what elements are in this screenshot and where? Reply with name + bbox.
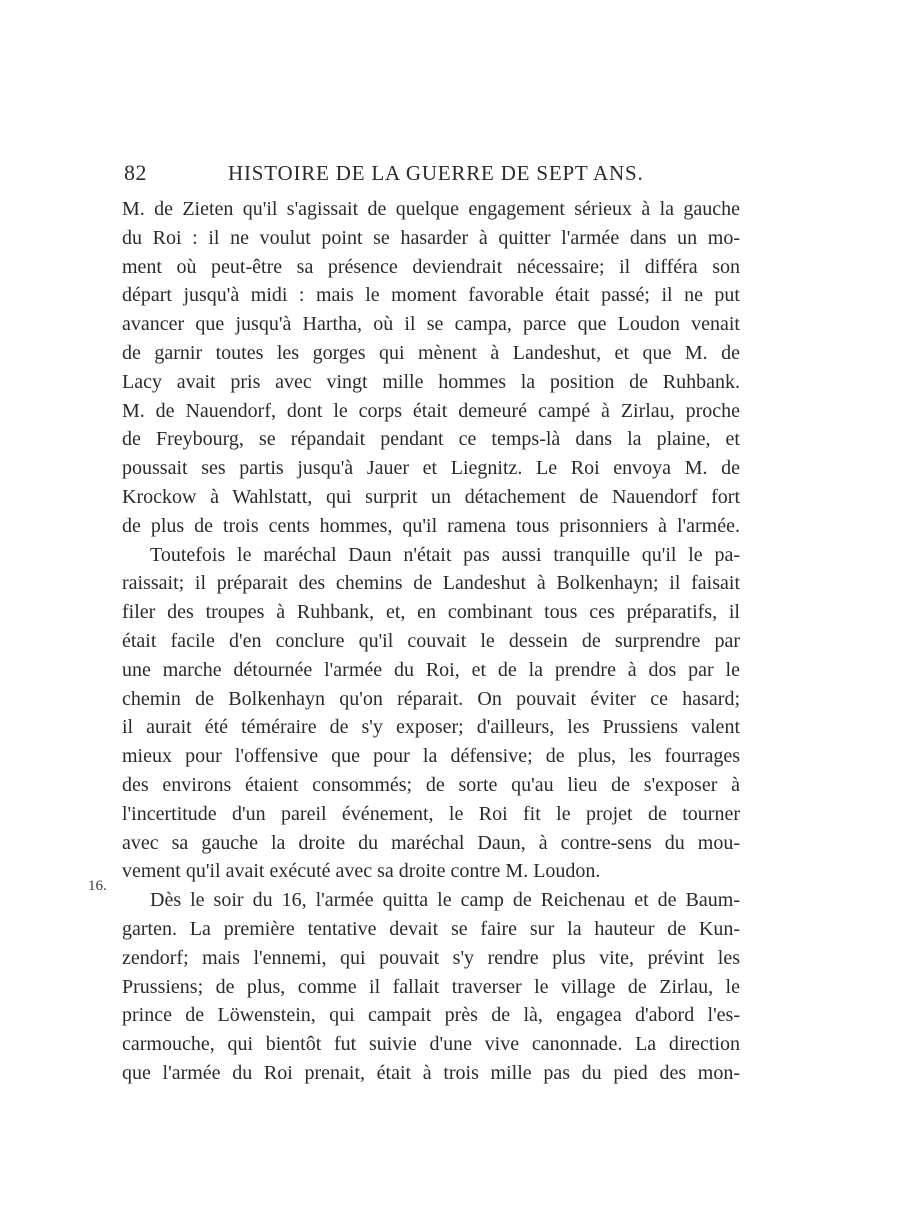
paragraph [122,195,740,541]
text-line: poussait ses partis jusqu'à Jauer et Liegnitz. Le Roi envoya M. de [122,457,740,480]
text-line: que l'armée du Roi prenait, était à trois mille pas du pied des mon- [122,1061,740,1084]
text-line: carmouche, qui bientôt fut suivie d'une vive canonnade. La direction [122,1033,740,1056]
text-line: de garnir toutes les gorges qui mènent à Landeshut, et que M. de [122,341,740,364]
text-line: prince de Löwenstein, qui campait près de là, engagea d'abord l'es- [122,1004,740,1027]
running-title: HISTOIRE DE LA GUERRE DE SEPT ANS. [228,161,644,185]
text-line: avancer que jusqu'à Hartha, où il se campa, parce que Loudon venait [122,313,740,336]
text-line: mieux pour l'offensive que pour la défensive; de plus, les fourrages [122,745,740,768]
text-line: départ jusqu'à midi : mais le moment favorable était passé; il ne put [122,284,740,307]
text-line: ment où peut-être sa présence deviendrait nécessaire; il différa son [122,255,740,278]
paragraph [122,886,740,1088]
text-line: Toutefois le maréchal Daun n'était pas aussi tranquille qu'il le pa- [150,543,740,566]
text-line: Krockow à Wahlstatt, qui surprit un détachement de Nauendorf fort [122,485,740,508]
text-line: chemin de Bolkenhayn qu'on réparait. On pouvait éviter ce hasard; [122,687,740,710]
text-line: des environs étaient consommés; de sorte qu'au lieu de s'exposer à [122,773,740,796]
text-line: M. de Zieten qu'il s'agissait de quelque engagement sérieux à la gauche [122,198,740,220]
page-number: 82 [124,160,147,185]
text-line: vement qu'il avait exécuté avec sa droite contre M. Loudon. [122,860,601,883]
text-line: du Roi : il ne voulut point se hasarder à quitter l'armée dans un mo- [122,226,740,249]
text-line: raissait; il préparait des chemins de Landeshut à Bolkenhayn; il faisait [122,572,740,595]
text-line: avec sa gauche la droite du maréchal Daun, à contre-sens du mou- [122,831,740,854]
paragraph [122,541,740,887]
running-header [120,156,740,190]
text-line: zendorf; mais l'ennemi, qui pouvait s'y rendre plus vite, prévint les [122,946,740,969]
text-line: de Freybourg, se répandait pendant ce temps-là dans la plaine, et [122,428,740,451]
margin-date-note: 16. [88,878,107,894]
text-line: une marche détournée l'armée du Roi, et de la prendre à dos par le [122,658,740,681]
text-line: il aurait été téméraire de s'y exposer; d'ailleurs, les Prussiens valent [122,716,740,739]
text-line: était facile d'en conclure qu'il couvait le dessein de surprendre par [122,629,740,652]
text-line: Dès le soir du 16, l'armée quitta le camp de Reichenau et de Baum- [150,889,740,912]
text-line: garten. La première tentative devait se faire sur la hauteur de Kun- [122,917,740,940]
text-line: Lacy avait pris avec vingt mille hommes la position de Ruhbank. [122,370,740,393]
text-line: M. de Nauendorf, dont le corps était demeuré campé à Zirlau, proche [122,399,740,422]
body-text [122,195,740,1088]
text-line: de plus de trois cents hommes, qu'il ramena tous prisonniers à l'armée. [122,514,740,537]
text-line: Prussiens; de plus, comme il fallait traverser le village de Zirlau, le [122,975,740,998]
text-line: l'incertitude d'un pareil événement, le Roi fit le projet de tourner [122,802,740,825]
text-line: filer des troupes à Ruhbank, et, en combinant tous ces préparatifs, il [122,601,740,624]
